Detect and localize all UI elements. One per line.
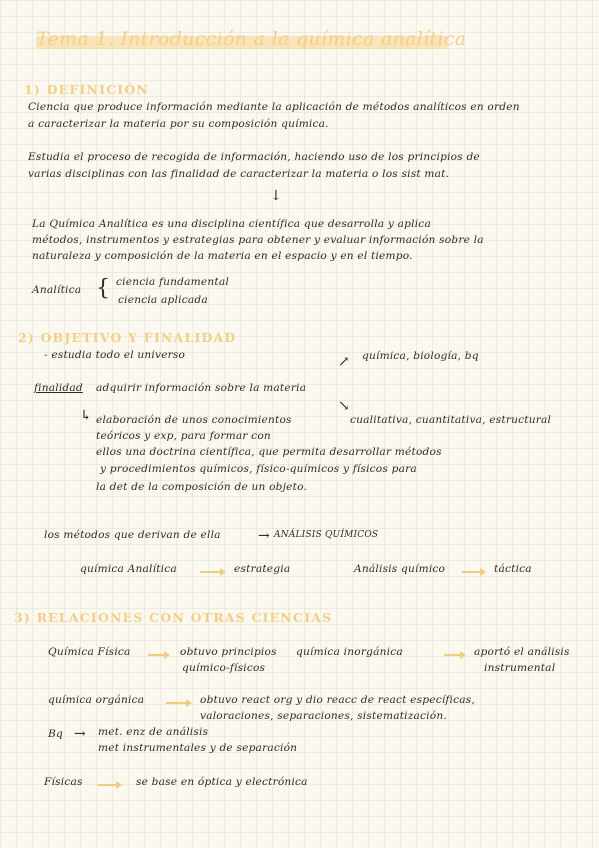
- tipos-informacion: cualitativa, cuantitativa, estructural: [350, 414, 552, 426]
- quimica-biologia: química, biología, bq: [362, 350, 479, 362]
- section-heading-relaciones: 3) RELACIONES CON OTRAS CIENCIAS: [14, 610, 333, 625]
- quimica-inorganica-relation-2: instrumental: [484, 662, 556, 674]
- yellow-arrow-icon: [148, 654, 168, 656]
- brace-icon: {: [96, 276, 110, 301]
- bq-label: Bq: [48, 728, 63, 740]
- estudia-line: - estudia todo el universo: [44, 349, 186, 361]
- elaboracion-line-2: teóricos y exp, para formar con: [96, 430, 271, 442]
- quimica-fisica-label: Química Física: [48, 646, 131, 658]
- hook-arrow-icon: ↳: [80, 408, 92, 424]
- quimica-organica-relation-1: obtuvo react org y dio reacc de react específicas,: [200, 694, 475, 706]
- right-arrow-icon: →: [258, 528, 270, 544]
- branch-aplicada: ciencia aplicada: [118, 294, 208, 306]
- quimica-fisica-relation-2: químico-físicos: [182, 662, 266, 674]
- quimica-organica-label: química orgánica: [48, 694, 145, 706]
- analisis-quimicos: ANÁLISIS QUÍMICOS: [274, 530, 379, 540]
- down-arrow-icon: ↓: [270, 188, 282, 204]
- quimica-inorganica-relation-1: aportó el análisis: [474, 646, 570, 658]
- definition-line-4: varias disciplinas con las finalidad de caracterizar la materia o los sist mat.: [28, 168, 450, 180]
- definition-line-6: métodos, instrumentos y estrategias para obtener y evaluar información sobre la: [32, 234, 484, 246]
- tactica-label: táctica: [494, 563, 532, 575]
- down-right-arrow-icon: ↘: [338, 398, 350, 414]
- yellow-arrow-icon: [98, 784, 120, 786]
- quimica-fisica-relation-1: obtuvo principios: [180, 646, 277, 658]
- quimica-organica-relation-2: valoraciones, separaciones, sistematización.: [200, 710, 447, 722]
- quimica-inorganica-label: química inorgánica: [296, 646, 403, 658]
- definition-line-1: Ciencia que produce información mediante la aplicación de métodos analíticos en orden: [28, 101, 520, 113]
- section-heading-objetivo: 2) OBJETIVO Y FINALIDAD: [18, 330, 237, 345]
- estrategia-label: estrategia: [234, 563, 291, 575]
- up-right-arrow-icon: ↗: [338, 354, 350, 370]
- yellow-arrow-icon: [166, 702, 190, 704]
- right-arrow-icon: →: [74, 726, 86, 742]
- yellow-arrow-icon: [200, 571, 224, 573]
- definition-line-3: Estudia el proceso de recogida de información, haciendo uso de los principios de: [28, 151, 480, 163]
- elaboracion-line-1: elaboración de unos conocimientos: [96, 414, 292, 426]
- bq-relation-1: met. enz de análisis: [98, 726, 209, 738]
- elaboracion-line-5: la det de la composición de un objeto.: [96, 481, 308, 493]
- elaboracion-line-3: ellos una doctrina científica, que permita desarrollar métodos: [96, 446, 442, 458]
- yellow-arrow-icon: [462, 571, 484, 573]
- definition-line-2: a caracterizar la materia por su composición química.: [28, 118, 329, 130]
- metodos-line: los métodos que derivan de ella: [44, 529, 221, 541]
- analitica-label: Analítica: [32, 284, 82, 296]
- finalidad-label: finalidad: [34, 382, 83, 394]
- bq-relation-2: met instrumentales y de separación: [98, 742, 298, 754]
- finalidad-text: adquirir información sobre la materia: [96, 382, 307, 394]
- fisicas-label: Físicas: [44, 776, 83, 788]
- analisis-quimico-label: Análisis químico: [354, 563, 446, 575]
- elaboracion-line-4: y procedimientos químicos, físico-químicos y físicos para: [100, 463, 417, 475]
- quimica-analitica-label: química Analítica: [80, 563, 177, 575]
- fisicas-relation: se base en óptica y electrónica: [136, 776, 308, 788]
- branch-fundamental: ciencia fundamental: [116, 276, 229, 288]
- yellow-arrow-icon: [444, 654, 464, 656]
- page-title: Tema 1. Introducción a la química analítica: [36, 28, 467, 50]
- section-heading-definicion: 1) DEFINICIÓN: [24, 82, 150, 97]
- definition-line-7: naturaleza y composición de la materia en el espacio y en el tiempo.: [32, 250, 413, 262]
- definition-line-5: La Química Analítica es una disciplina científica que desarrolla y aplica: [32, 218, 431, 230]
